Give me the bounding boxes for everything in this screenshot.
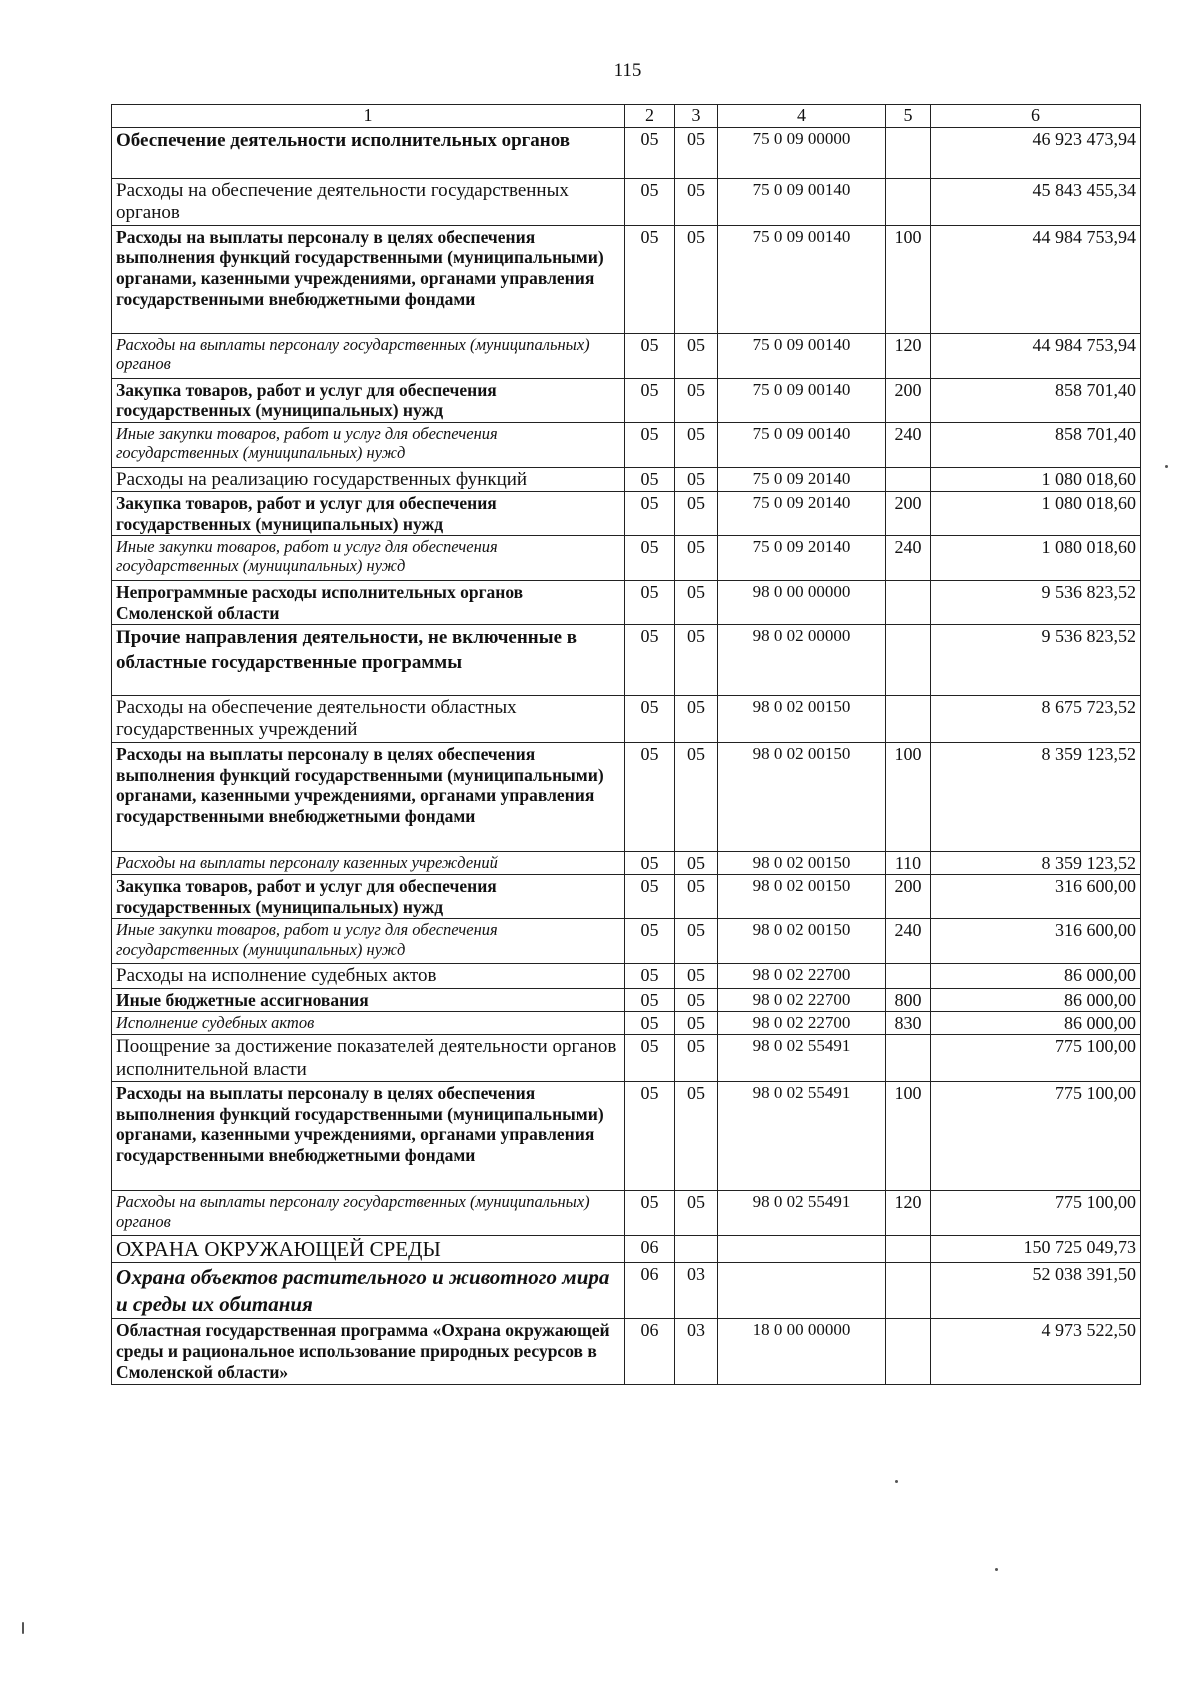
row-target-code-cell: 75 0 09 00000 (718, 127, 886, 178)
row-amount-cell: 858 701,40 (931, 422, 1141, 467)
row-target-code-cell: 98 0 02 00150 (718, 919, 886, 964)
row-name-cell: Обеспечение деятельности исполнительных органов (112, 127, 625, 178)
row-name-cell: Иные бюджетные ассигнования (112, 988, 625, 1011)
row-target-code-cell: 75 0 09 00140 (718, 333, 886, 378)
row-name-cell: Областная государственная программа «Охрана окружающей среды и рациональное использование природных ресурсов в Смоленской области» (112, 1319, 625, 1385)
row-subsection-cell: 05 (675, 1035, 718, 1082)
row-name-cell: Расходы на выплаты персоналу казенных учреждений (112, 852, 625, 875)
header-col-5: 5 (886, 105, 931, 128)
table-row (112, 333, 1141, 378)
row-expense-type-cell: 120 (886, 1191, 931, 1236)
row-section-cell: 05 (625, 875, 675, 919)
row-section-cell: 05 (625, 492, 675, 536)
row-section-cell: 05 (625, 919, 675, 964)
row-amount-cell: 316 600,00 (931, 919, 1141, 964)
table-row (112, 696, 1141, 743)
row-target-code-cell: 98 0 02 00150 (718, 696, 886, 743)
row-section-cell: 05 (625, 743, 675, 852)
row-target-code-cell: 98 0 02 22700 (718, 964, 886, 988)
row-expense-type-cell: 240 (886, 422, 931, 467)
row-section-cell: 05 (625, 422, 675, 467)
row-name-cell: Расходы на выплаты персоналу государственных (муниципальных) органов (112, 1191, 625, 1236)
row-section-cell: 06 (625, 1236, 675, 1263)
table-row (112, 1191, 1141, 1236)
row-target-code-cell: 18 0 00 00000 (718, 1319, 886, 1385)
row-amount-cell: 86 000,00 (931, 964, 1141, 988)
row-expense-type-cell: 100 (886, 743, 931, 852)
row-target-code-cell: 98 0 02 00150 (718, 852, 886, 875)
row-expense-type-cell: 240 (886, 536, 931, 581)
row-subsection-cell: 05 (675, 852, 718, 875)
table-row (112, 852, 1141, 875)
row-target-code-cell: 98 0 02 55491 (718, 1082, 886, 1191)
row-subsection-cell: 05 (675, 333, 718, 378)
row-name-cell: Исполнение судебных актов (112, 1011, 625, 1034)
row-subsection-cell: 05 (675, 492, 718, 536)
row-target-code-cell: 98 0 02 00000 (718, 625, 886, 696)
row-name-cell: Расходы на выплаты персоналу в целях обеспечения выполнения функций государственными (муниципальными) органами, казенными учреждениями, органами управления государственными внебюджетными фондами (112, 1082, 625, 1191)
row-amount-cell: 1 080 018,60 (931, 536, 1141, 581)
row-target-code-cell: 75 0 09 20140 (718, 492, 886, 536)
row-name-cell: Расходы на обеспечение деятельности областных государственных учреждений (112, 696, 625, 743)
table-row (112, 1319, 1141, 1385)
row-section-cell: 05 (625, 1011, 675, 1034)
row-name-cell: Закупка товаров, работ и услуг для обеспечения государственных (муниципальных) нужд (112, 492, 625, 536)
row-expense-type-cell (886, 964, 931, 988)
row-amount-cell: 45 843 455,34 (931, 178, 1141, 225)
row-section-cell: 05 (625, 467, 675, 491)
page-number: 115 (613, 60, 642, 81)
header-col-6: 6 (931, 105, 1141, 128)
row-subsection-cell: 03 (675, 1319, 718, 1385)
row-name-cell: Иные закупки товаров, работ и услуг для обеспечения государственных (муниципальных) нужд (112, 536, 625, 581)
row-name-cell: Охрана объектов растительного и животного мира и среды их обитания (112, 1262, 625, 1319)
row-section-cell: 05 (625, 536, 675, 581)
row-subsection-cell: 05 (675, 536, 718, 581)
scan-speck (995, 1568, 998, 1571)
row-section-cell: 05 (625, 581, 675, 625)
row-name-cell: Расходы на исполнение судебных актов (112, 964, 625, 988)
table-row (112, 964, 1141, 988)
row-amount-cell: 4 973 522,50 (931, 1319, 1141, 1385)
row-amount-cell: 775 100,00 (931, 1035, 1141, 1082)
row-amount-cell: 8 359 123,52 (931, 743, 1141, 852)
row-target-code-cell: 98 0 02 22700 (718, 1011, 886, 1034)
row-expense-type-cell (886, 1319, 931, 1385)
row-target-code-cell: 98 0 02 22700 (718, 988, 886, 1011)
header-col-3: 3 (675, 105, 718, 128)
row-section-cell: 05 (625, 378, 675, 422)
table-row (112, 1236, 1141, 1263)
row-section-cell: 05 (625, 1035, 675, 1082)
row-subsection-cell: 05 (675, 467, 718, 491)
row-section-cell: 05 (625, 1082, 675, 1191)
table-row (112, 378, 1141, 422)
row-amount-cell: 9 536 823,52 (931, 625, 1141, 696)
header-row (112, 105, 1141, 128)
row-section-cell: 06 (625, 1262, 675, 1319)
row-expense-type-cell (886, 1262, 931, 1319)
scan-speck (1165, 465, 1168, 468)
row-amount-cell: 86 000,00 (931, 988, 1141, 1011)
row-section-cell: 05 (625, 333, 675, 378)
row-amount-cell: 52 038 391,50 (931, 1262, 1141, 1319)
row-section-cell: 05 (625, 696, 675, 743)
row-target-code-cell: 98 0 02 55491 (718, 1191, 886, 1236)
table-row (112, 581, 1141, 625)
row-target-code-cell: 75 0 09 20140 (718, 467, 886, 491)
scan-speck (895, 1480, 898, 1483)
row-name-cell: Иные закупки товаров, работ и услуг для обеспечения государственных (муниципальных) нужд (112, 919, 625, 964)
header-col-4: 4 (718, 105, 886, 128)
row-subsection-cell: 05 (675, 1082, 718, 1191)
row-expense-type-cell: 100 (886, 1082, 931, 1191)
row-subsection-cell: 05 (675, 178, 718, 225)
table-row (112, 988, 1141, 1011)
row-subsection-cell: 05 (675, 743, 718, 852)
row-subsection-cell (675, 1236, 718, 1263)
table-row (112, 919, 1141, 964)
row-expense-type-cell (886, 696, 931, 743)
row-subsection-cell: 05 (675, 127, 718, 178)
row-name-cell: Закупка товаров, работ и услуг для обеспечения государственных (муниципальных) нужд (112, 875, 625, 919)
table-row (112, 536, 1141, 581)
row-amount-cell: 1 080 018,60 (931, 492, 1141, 536)
row-amount-cell: 8 359 123,52 (931, 852, 1141, 875)
row-name-cell: Расходы на реализацию государственных функций (112, 467, 625, 491)
row-name-cell: Иные закупки товаров, работ и услуг для обеспечения государственных (муниципальных) нужд (112, 422, 625, 467)
budget-table (111, 104, 1141, 1385)
row-section-cell: 05 (625, 964, 675, 988)
row-name-cell: Непрограммные расходы исполнительных органов Смоленской области (112, 581, 625, 625)
table-row (112, 1035, 1141, 1082)
row-expense-type-cell: 100 (886, 225, 931, 333)
row-target-code-cell: 98 0 02 00150 (718, 875, 886, 919)
row-section-cell: 05 (625, 225, 675, 333)
row-subsection-cell: 05 (675, 696, 718, 743)
row-target-code-cell: 75 0 09 00140 (718, 225, 886, 333)
row-expense-type-cell: 200 (886, 492, 931, 536)
row-amount-cell: 316 600,00 (931, 875, 1141, 919)
table-row (112, 1262, 1141, 1319)
row-amount-cell: 86 000,00 (931, 1011, 1141, 1034)
row-name-cell: Расходы на обеспечение деятельности государственных органов (112, 178, 625, 225)
row-subsection-cell: 05 (675, 422, 718, 467)
row-amount-cell: 44 984 753,94 (931, 225, 1141, 333)
row-expense-type-cell (886, 1035, 931, 1082)
row-amount-cell: 9 536 823,52 (931, 581, 1141, 625)
row-subsection-cell: 05 (675, 875, 718, 919)
row-amount-cell: 46 923 473,94 (931, 127, 1141, 178)
scan-speck (22, 1622, 24, 1634)
row-amount-cell: 44 984 753,94 (931, 333, 1141, 378)
row-expense-type-cell (886, 178, 931, 225)
row-target-code-cell (718, 1236, 886, 1263)
table-row (112, 875, 1141, 919)
row-expense-type-cell (886, 625, 931, 696)
row-expense-type-cell: 120 (886, 333, 931, 378)
row-subsection-cell: 05 (675, 1011, 718, 1034)
row-expense-type-cell: 800 (886, 988, 931, 1011)
row-target-code-cell: 98 0 02 55491 (718, 1035, 886, 1082)
row-section-cell: 05 (625, 178, 675, 225)
row-subsection-cell: 03 (675, 1262, 718, 1319)
row-subsection-cell: 05 (675, 919, 718, 964)
header-col-2: 2 (625, 105, 675, 128)
row-subsection-cell: 05 (675, 581, 718, 625)
table-row (112, 1011, 1141, 1034)
row-target-code-cell: 98 0 02 00150 (718, 743, 886, 852)
row-name-cell: Расходы на выплаты персоналу государственных (муниципальных) органов (112, 333, 625, 378)
table-row (112, 1082, 1141, 1191)
row-subsection-cell: 05 (675, 625, 718, 696)
row-amount-cell: 8 675 723,52 (931, 696, 1141, 743)
row-section-cell: 05 (625, 852, 675, 875)
row-target-code-cell (718, 1262, 886, 1319)
row-target-code-cell: 75 0 09 00140 (718, 422, 886, 467)
row-subsection-cell: 05 (675, 378, 718, 422)
table-row (112, 743, 1141, 852)
row-amount-cell: 1 080 018,60 (931, 467, 1141, 491)
row-expense-type-cell: 110 (886, 852, 931, 875)
row-expense-type-cell (886, 467, 931, 491)
row-section-cell: 05 (625, 625, 675, 696)
row-subsection-cell: 05 (675, 988, 718, 1011)
row-name-cell: Расходы на выплаты персоналу в целях обеспечения выполнения функций государственными (муниципальными) органами, казенными учреждениями, органами управления государственными внебюджетными фондами (112, 225, 625, 333)
row-section-cell: 05 (625, 1191, 675, 1236)
row-name-cell: Прочие направления деятельности, не включенные в областные государственные программы (112, 625, 625, 696)
header-col-1: 1 (112, 105, 625, 128)
row-amount-cell: 858 701,40 (931, 378, 1141, 422)
row-name-cell: ОХРАНА ОКРУЖАЮЩЕЙ СРЕДЫ (112, 1236, 625, 1263)
row-amount-cell: 775 100,00 (931, 1191, 1141, 1236)
table-row (112, 178, 1141, 225)
row-target-code-cell: 98 0 00 00000 (718, 581, 886, 625)
row-expense-type-cell: 830 (886, 1011, 931, 1034)
table-row (112, 467, 1141, 491)
table-row (112, 225, 1141, 333)
row-amount-cell: 150 725 049,73 (931, 1236, 1141, 1263)
row-name-cell: Расходы на выплаты персоналу в целях обеспечения выполнения функций государственными (муниципальными) органами, казенными учреждениями, органами управления государственными внебюджетными фондами (112, 743, 625, 852)
row-expense-type-cell (886, 581, 931, 625)
row-target-code-cell: 75 0 09 20140 (718, 536, 886, 581)
row-expense-type-cell: 200 (886, 378, 931, 422)
row-expense-type-cell (886, 1236, 931, 1263)
row-target-code-cell: 75 0 09 00140 (718, 178, 886, 225)
row-section-cell: 05 (625, 988, 675, 1011)
row-amount-cell: 775 100,00 (931, 1082, 1141, 1191)
row-subsection-cell: 05 (675, 1191, 718, 1236)
row-expense-type-cell: 200 (886, 875, 931, 919)
row-expense-type-cell (886, 127, 931, 178)
row-subsection-cell: 05 (675, 225, 718, 333)
row-section-cell: 05 (625, 127, 675, 178)
table-row (112, 625, 1141, 696)
row-expense-type-cell: 240 (886, 919, 931, 964)
row-section-cell: 06 (625, 1319, 675, 1385)
table-row (112, 492, 1141, 536)
row-name-cell: Закупка товаров, работ и услуг для обеспечения государственных (муниципальных) нужд (112, 378, 625, 422)
row-target-code-cell: 75 0 09 00140 (718, 378, 886, 422)
table-row (112, 127, 1141, 178)
table-row (112, 422, 1141, 467)
row-name-cell: Поощрение за достижение показателей деятельности органов исполнительной власти (112, 1035, 625, 1082)
row-subsection-cell: 05 (675, 964, 718, 988)
